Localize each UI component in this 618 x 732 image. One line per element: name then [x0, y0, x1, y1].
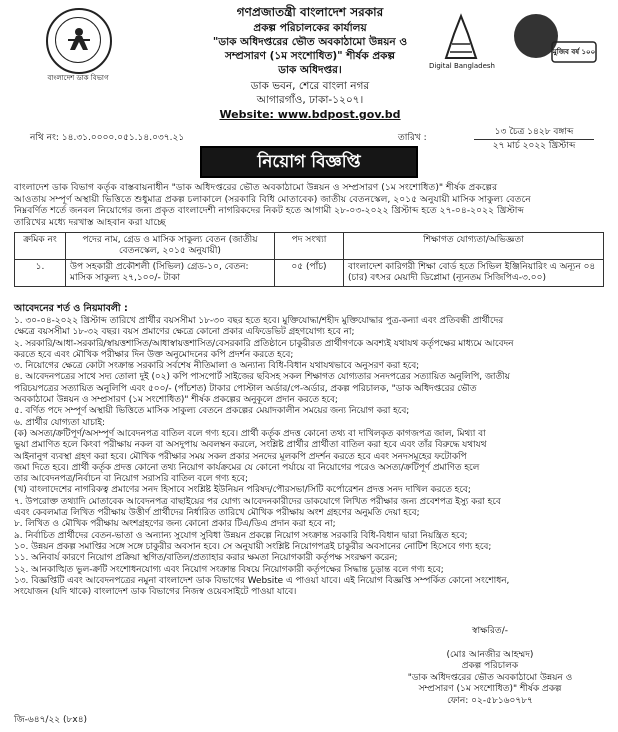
- list-item: (খ) বাংলাদেশের নাগরিকত্ব প্রমাণের সনদ হিসাবে সংশ্লিষ্ট ইউনিয়ন পরিষদ/পৌরসভা/সিটি কর্পোরেশন প্রদত্ত সনদ দাখিল করতে হবে;: [14, 485, 471, 496]
- signatory-name: (মোঃ আনজীর আহম্মদ): [446, 649, 534, 660]
- date-bangla: ১৩ চৈত্র ১৪২৮ বঙ্গাব্দ: [474, 124, 594, 140]
- cell-serial: ১.: [15, 260, 66, 287]
- signatory-project-2: সম্প্রসারণ (১ম সংশোধিত)" শীর্ষক প্রকল্প: [418, 684, 562, 694]
- intro-line: আওতায় সম্পূর্ণ অস্থায়ী ভিত্তিতে শুধুমাত্র প্রকল্প চলাকালে (সরকারি বিধি মোতাবেক) জাতীয় বেতনস্কেল, ২০১৫ অনুযায়ী মাসিক সাকুল্য বেতনে: [14, 193, 531, 205]
- col-serial: ক্রমিক নং: [15, 233, 66, 260]
- intro-line: তারিখের মধ্যে দরখাস্ত আহবান করা যাচ্ছে: [14, 216, 166, 228]
- list-item: ১০. উন্নয়ন প্রকল্প সমাপ্তির সঙ্গে সঙ্গে চাকুরীর অবসান হবে। সে অনুযায়ী সংশ্লিষ্ট নিয়োগপত্রই চাকুরীর অবসানের নোটিশ হিসেবে গণ্য হবে;: [14, 541, 492, 552]
- digital-bangladesh-label: Digital Bangladesh: [429, 62, 495, 70]
- department-name: ডাক অধিদপ্তর।: [278, 64, 342, 76]
- list-item: ৬. প্রার্থীর যোগ্যতা যাচাই:: [14, 417, 105, 428]
- date-english: ২৭ মার্চ ২০২২ খ্রিস্টাব্দ: [492, 141, 576, 151]
- address-line-1: ডাক ভবন, শেরে বাংলা নগর: [250, 80, 370, 92]
- emblem-label: বাংলাদেশ ডাক বিভাগ: [47, 74, 109, 82]
- intro-line: নিম্নবর্ণিত শর্তে জনবল নিয়োগের জন্য প্রকৃত বাংলাদেশী নাগরিকদের নিকট হতে আগামী ২৮-০৩-২০২২ খ্রিস্টাব্দ হতে ২৭-০৪-২০২২ খ্রিস্টাব্দ: [14, 205, 524, 217]
- list-item: করতে হবে এবং মৌখিক পরীক্ষার দিন উক্ত অনুমোদনের কপি প্রদর্শন করতে হবে;: [14, 349, 294, 360]
- cell-qualification: বাংলাদেশ কারিগরী শিক্ষা বোর্ড হতে সিভিল ইঞ্জিনিয়ারিং এ অন্যূন ০৪ (চার) বৎসর মেয়াদী ডিপ্লোমা (ন্যূনতম সিজিপিএ-৩.০০): [344, 260, 604, 287]
- list-item: আইনানুগ ব্যবস্থা গ্রহণ করা হবে। মৌখিক পরীক্ষার সময় সকল প্রকার সনদের মূলকপি প্রদর্শন করতে হবে এবং সনদসমূহের ফটোকপি: [14, 451, 467, 462]
- table-row: [15, 260, 604, 287]
- project-line-2: সম্প্রসারণ (১ম সংশোধিত)" শীর্ষক প্রকল্প: [225, 50, 395, 62]
- list-item: ভুয়া প্রমাণিত হলে কিংবা পরীক্ষায় নকল বা অসদুপায় অবলম্বন করলে, সংশ্লিষ্ট প্রার্থীর প্রার্থীতা বাতিল করা হবে এবং তাঁর বিরুদ্ধে যথাযথ: [14, 440, 487, 451]
- list-item: ক্ষেত্রে বয়সসীমা ১৮-৩২ বছর। বয়স প্রমাণের ক্ষেত্রে কোনো প্রকার এফিডেভিট গ্রহণযোগ্য হবে না;: [14, 327, 355, 338]
- memo-number: নথি নং: ১৪.৩১.০০০০.০৫১.১৪.০৩৭.২১: [30, 133, 185, 143]
- date-label: তারিখ :: [398, 133, 427, 143]
- govt-title: গণপ্রজাতন্ত্রী বাংলাদেশ সরকার: [236, 5, 384, 19]
- list-item: ২. সরকারি/আধা-সরকারি/স্বায়ত্তশাসিত/আধাস্বায়ত্তশাসিত/বেসরকারি প্রতিষ্ঠানে চাকুরীরত প্রার্থীগণকে অবশ্যই যথাযথ কর্তৃপক্ষের মাধ্যমে আবেদন: [14, 338, 514, 349]
- footer-code: জি-৬৪৭/২২ (৮x৪): [14, 715, 88, 725]
- list-item: পরিচয়পত্রের সত্যায়িত অনুলিপি এবং ৫০০/- (পাঁচশত) টাকার পোস্টাল অর্ডার/পে-অর্ডার, প্রকল্প পরিচালক, "ডাক অধিদপ্তরের ভৌত: [14, 383, 477, 394]
- col-post: পদের নাম, গ্রেড ও মাসিক সাকুল্য বেতন (জাতীয় বেতনস্কেল, ২০১৫ অনুযায়ী): [66, 233, 275, 260]
- list-item: ৯. নির্বাচিত প্রার্থীদের বেতন-ভাতা ও অন্যান্য সুযোগ সুবিধা উন্নয়ন প্রকল্পে নিয়োগ সংক্রান্ত সরকারি বিধি-বিধান দ্বারা নিয়ন্ত্রিত হবে;: [14, 530, 468, 541]
- list-item: এবং কেবলমাত্র লিখিত পরীক্ষায় উত্তীর্ণ প্রার্থীদের নির্ধারিত তারিখে মৌখিক পরীক্ষায় অংশ গ্রহণের অনুমতি দেয়া হবে;: [14, 508, 420, 519]
- list-item: ১২. আনকাঙ্খিত ভুল-ক্রটি সংশোধনযোগ্য এবং নিয়োগ সংক্রান্ত বিষয়ে নিয়োগকারী কর্তৃপক্ষের সিদ্ধান্ত চূড়ান্ত বলে গণ্য হবে;: [14, 564, 444, 575]
- list-item: ৭. উপরোক্ত তথ্যাদি মোতাবেক আবেদনপত্র বাছাইয়ের পর যোগ্য আবেদনকারীদের ডাকযোগে লিখিত পরীক্ষার জন্য প্রবেশপত্র ইস্যু করা হবে: [14, 496, 501, 507]
- col-qualification: শিক্ষাগত যোগ্যতা/অভিজ্ঞতা: [344, 233, 604, 260]
- digital-bangladesh-logo-icon: [436, 12, 486, 62]
- list-item: ৫. বর্ণিত পদে সম্পূর্ণ অস্থায়ী ভিত্তিতে মাসিক সাকুল্য বেতনে প্রকল্পের মেয়াদকালীন সময়ের জন্য নিয়োগ করা হবে;: [14, 406, 410, 417]
- list-item: অবকাঠামো উন্নয়ন ও সম্প্রসারণ (১ম সংশোধিত)" শীর্ষক প্রকল্পের অনুকূলে প্রদান করতে হবে;: [14, 395, 338, 406]
- postal-emblem-icon: [46, 8, 112, 74]
- signatory-designation: প্রকল্প পরিচালক: [461, 661, 519, 671]
- intro-line: বাংলাদেশ ডাক বিভাগ কর্তৃক বাস্তবায়নাধীন "ডাক অধিদপ্তরের ভৌত অবকাঠামো উন্নয়ন ও সম্প্রসারণ (১ম সংশোধিত)" শীর্ষক প্রকল্পের: [14, 182, 498, 193]
- conditions-title: আবেদনের শর্ত ও নিয়মাবলী :: [14, 303, 128, 314]
- website-link[interactable]: Website: www.bdpost.gov.bd: [219, 108, 401, 121]
- signatory-phone: ফোন: ০২-৫৮১৬০৭৮৭: [447, 695, 533, 706]
- col-count: পদ সংখ্যা: [275, 233, 344, 260]
- list-item: ৩. নিয়োগের ক্ষেত্রে কোটা সংক্রান্ত সরকারি সর্বশেষ নীতিমালা ও অন্যান্য বিধি-বিধান যথাযথভাবে অনুসরণ করা হবে;: [14, 361, 420, 372]
- list-item: তার আবেদনপত্র/নির্বাচন বা নিয়োগ সরাসরি বাতিল বলে গণ্য হবে;: [14, 474, 248, 485]
- mujib-borsho-logo-icon: [506, 6, 600, 76]
- project-line-1: "ডাক অধিদপ্তরের ভৌত অবকাঠামো উন্নয়ন ও: [212, 36, 408, 48]
- intro-paragraph: [14, 182, 606, 228]
- list-item: (ক) অসত্য/ক্রটিপূর্ণ/অসম্পূর্ণ আবেদনপত্র বাতিল বলে গণ্য হবে। প্রার্থী কর্তৃক প্রদত্ত কোনো তথ্য বা দাখিলকৃত কাগজপত্র জাল, মিথ্যা বা: [14, 428, 486, 439]
- office-name: প্রকল্প পরিচালকের কার্যালয়: [253, 22, 367, 34]
- posts-table: [14, 232, 604, 287]
- notice-title: নিয়োগ বিজ্ঞপ্তি: [200, 146, 418, 178]
- list-item: সংযোজন (যদি থাকে) বাংলাদেশ ডাক বিভাগের নিজস্ব ওয়েবসাইটে পাওয়া যাবে।: [14, 587, 297, 598]
- list-item: জমা দিতে হবে। প্রার্থী কর্তৃক প্রদত্ত কোনো তথ্য নিয়োগ কার্যক্রমের যে কোনো পর্যায়ে বা নিয়োগের পরেও অসত্য/ক্রটিপূর্ণ প্রমাণিত হলে: [14, 462, 480, 473]
- signed-mark: স্বাক্ষরিত/-: [472, 626, 508, 636]
- cell-count: ০৫ (পাঁচ): [275, 260, 344, 287]
- list-item: ৪. আবেদনপত্রের সাথে সদ্য তোলা দুই (০২) কপি পাসপোর্ট সাইজের ছবিসহ সকল শিক্ষাগত যোগ্যতার সনদপত্রের সত্যায়িত অনুলিপি, জাতীয়: [14, 372, 510, 383]
- table-header-row: [15, 233, 604, 260]
- list-item: ১১. অনিবার্য কারণে নিয়োগ প্রক্রিয়া স্থগিত/বাতিল/প্রত্যাহার করার ক্ষমতা নিয়োগকারী কর্তৃপক্ষ সংরক্ষণ করেন;: [14, 553, 398, 564]
- conditions-list: [14, 316, 606, 598]
- cell-post: উপ সহকারী প্রকৌশলী (সিভিল) গ্রেড-১০, বেতন: মাসিক সাকুল্য ২৭,১০০/- টাকা: [66, 260, 275, 287]
- mujib-borsho-label: মুজিব বর্ষ ১০০: [552, 48, 596, 56]
- signatory-project-1: "ডাক অধিদপ্তরের ভৌত অবকাঠামো উন্নয়ন ও: [407, 672, 573, 683]
- list-item: ১. ৩০-০৪-২০২২ খ্রিস্টাব্দ তারিখে প্রার্থীর বয়সসীমা ১৮-৩০ বছর হতে হবে। মুক্তিযোদ্ধা/শহীদ মুক্তিযোদ্ধার পুত্র-কন্যা এবং প্রতিবন্ধী প্রার্থীদের: [14, 316, 504, 326]
- signature-block: [380, 626, 600, 707]
- address-line-2: আগারগাঁও, ঢাকা-১২০৭।: [256, 94, 364, 106]
- list-item: ৮. লিখিত ও মৌখিক পরীক্ষায় অংশগ্রহণের জন্য কোনো প্রকার টিএ/ডিএ প্রদান করা হবে না;: [14, 519, 336, 530]
- list-item: ১৩. বিজ্ঞপ্তিটি এবং আবেদনপত্রের নমুনা বাংলাদেশ ডাক বিভাগের Website এ পাওয়া যাবে। এই নিয়োগ বিজ্ঞপ্তি সম্পর্কিত কোনো সংশোধন,: [14, 575, 510, 586]
